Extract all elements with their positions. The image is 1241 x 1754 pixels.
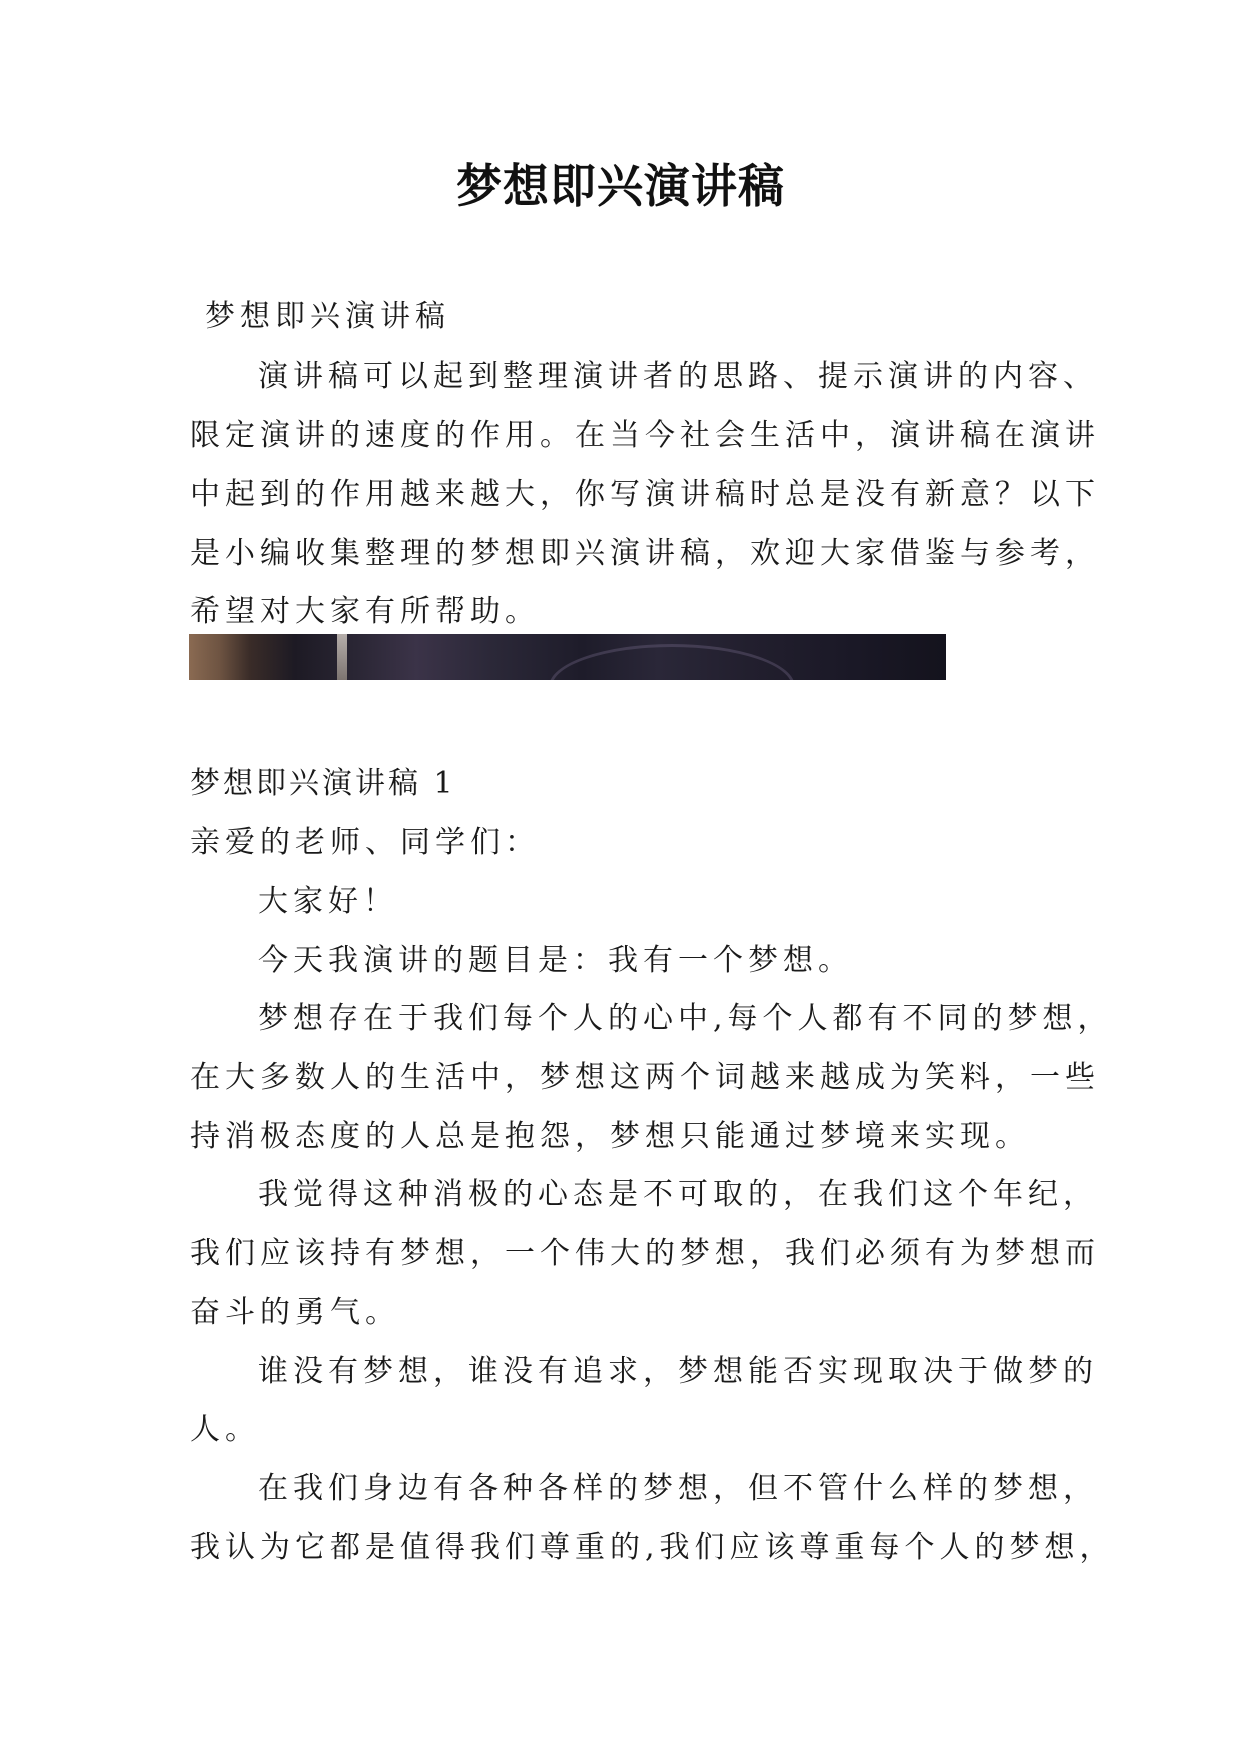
body-line: 我们应该持有梦想，一个伟大的梦想，我们必须有为梦想而 xyxy=(190,1236,1100,1271)
body-line: 谁没有梦想，谁没有追求，梦想能否实现取决于做梦的 xyxy=(258,1354,1098,1389)
body-line: 奋斗的勇气。 xyxy=(190,1295,400,1330)
body-line: 梦想存在于我们每个人的心中,每个人都有不同的梦想， xyxy=(258,1001,1113,1036)
body-line: 人。 xyxy=(190,1412,260,1447)
body-line: 我觉得这种消极的心态是不可取的，在我们这个年纪， xyxy=(258,1177,1098,1212)
intro-line: 中起到的作用越来越大，你写演讲稿时总是没有新意？以下 xyxy=(190,477,1100,512)
document-title: 梦想即兴演讲稿 xyxy=(456,159,785,213)
banner-photo xyxy=(189,634,946,680)
body-line: 在大多数人的生活中，梦想这两个词越来越成为笑料，一些 xyxy=(190,1060,1100,1095)
body-line: 在我们身边有各种各样的梦想，但不管什么样的梦想， xyxy=(258,1471,1098,1506)
intro-line: 是小编收集整理的梦想即兴演讲稿，欢迎大家借鉴与参考， xyxy=(190,536,1100,571)
intro-line: 希望对大家有所帮助。 xyxy=(190,594,540,629)
salutation: 亲爱的老师、同学们： xyxy=(190,825,540,860)
body-line: 我认为它都是值得我们尊重的,我们应该尊重每个人的梦想， xyxy=(190,1530,1115,1565)
intro-line: 限定演讲的速度的作用。在当今社会生活中，演讲稿在演讲 xyxy=(190,418,1100,453)
body-line: 持消极态度的人总是抱怨，梦想只能通过梦境来实现。 xyxy=(190,1119,1030,1154)
intro-heading: 梦想即兴演讲稿 xyxy=(205,299,450,334)
body-line: 大家好！ xyxy=(258,884,398,919)
intro-line: 演讲稿可以起到整理演讲者的思路、提示演讲的内容、 xyxy=(258,359,1098,394)
body-line: 今天我演讲的题目是：我有一个梦想。 xyxy=(258,943,853,978)
section-heading: 梦想即兴演讲稿 1 xyxy=(190,766,456,801)
